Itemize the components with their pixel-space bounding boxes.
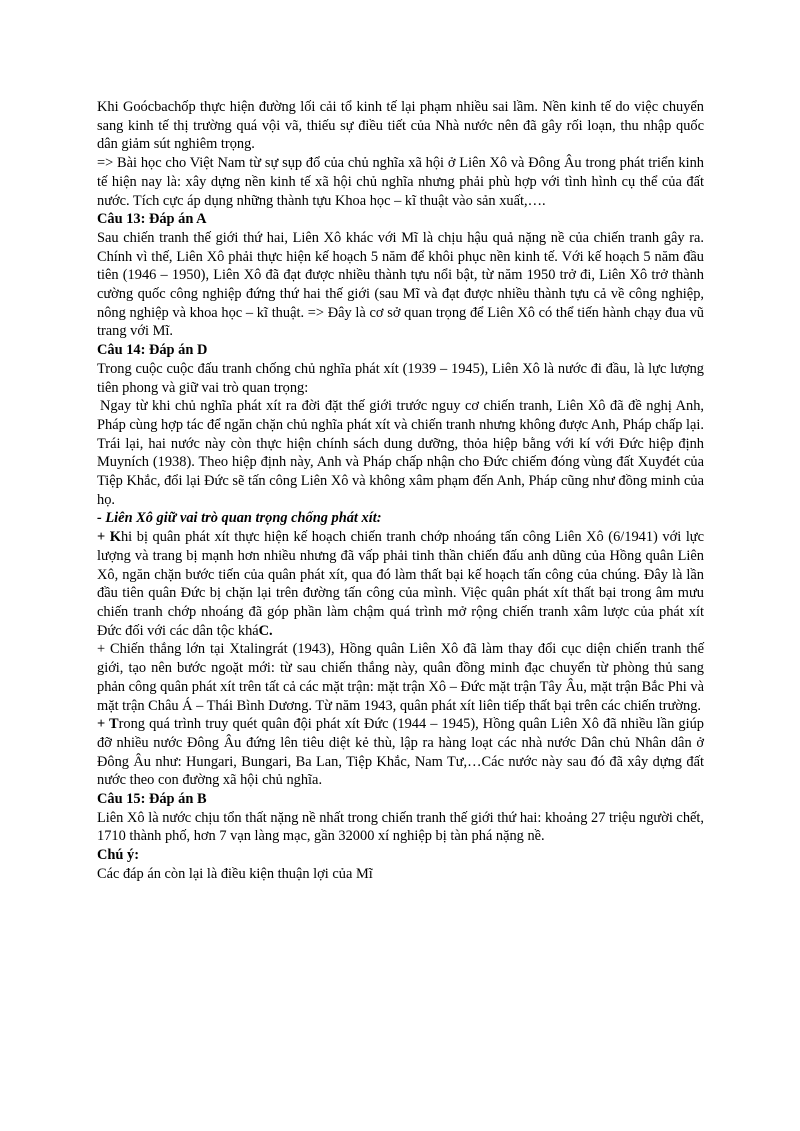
document-page	[97, 98, 704, 884]
bold-suffix: C.	[258, 622, 273, 639]
paragraph-answer-13: Sau chiến tranh thế giới thứ hai, Liên Xô khác với Mĩ là chịu hậu quả nặng nề của chiến tranh gây ra. Chính vì thế, Liên Xô phải thực hiện kế hoạch 5 năm để khôi phục nền kinh tế. Với kế hoạch 5 năm đầu tiên (1946 – 1950), Liên Xô đã đạt được nhiều thành tựu nổi bật, từ năm 1950 trở đi, Liên Xô trở thành cường quốc công nghiệp đứng thứ hai thế giới (sau Mĩ và đạt được nhiều thành tựu cả về công nghiệp, nông nghiệp và khoa học – kĩ thuật. => Đây là cơ sở quan trọng để Liên Xô có thể tiến hành chạy đua vũ trang với Mĩ.	[97, 229, 704, 340]
paragraph-answer-15: Liên Xô là nước chịu tổn thất nặng nề nhất trong chiến tranh thế giới thứ hai: khoảng 27 triệu người chết, 1710 thành phố, hơn 7 vạn làng mạc, gần 32000 xí nghiệp bị tàn phá nặng nề.	[97, 809, 704, 845]
heading-question-15: Câu 15: Đáp án B	[97, 791, 207, 808]
paragraph-eastern-europe	[97, 715, 704, 790]
bold-prefix: + T	[97, 716, 119, 733]
paragraph-answer-14-munich: Ngay từ khi chủ nghĩa phát xít ra đời đặt thế giới trước nguy cơ chiến tranh, Liên Xô đã đề nghị Anh, Pháp cùng hợp tác để ngăn chặn chủ nghĩa phát xít và chiến tranh nhưng không được Anh, Pháp chấp lại. Trái lại, hai nước này còn thực hiện chính sách dung dưỡng, thỏa hiệp bằng với kí với Đức hiệp định Muyních (1938). Theo hiệp định này, Anh và Pháp chấp nhận cho Đức chiếm đóng vùng đất Xuyđét của Tiệp Khắc, đổi lại Đức sẽ tấn công Liên Xô và không xâm phạm đến Anh, Pháp cũng như đồng minh của họ.	[97, 398, 704, 508]
paragraph-stalingrad: + Chiến thắng lớn tại Xtalingrát (1943), Hồng quân Liên Xô đã làm thay đổi cục diện chiến tranh thế giới, tạo nên bước ngoặt mới: từ sau chiến thắng này, quân đồng minh đạc chuyển từ phòng thủ sang phản công quân phát xít trên tất cả các mặt trận: mặt trận Xô – Đức mặt trận Tây Âu, mặt trận Bắc Phi và mặt trận Châu Á – Thái Bình Dương. Từ năm 1943, quân phát xít liên tiếp thất bại trên các chiến trường.	[97, 641, 704, 714]
heading-question-14: Câu 14: Đáp án D	[97, 342, 208, 359]
paragraph-gorbachev: Khi Goócbachốp thực hiện đường lối cải tổ kinh tế lại phạm nhiều sai lầm. Nền kinh tế do việc chuyển sang kinh tế thị trường quá vội vã, thiếu sự điều tiết của Nhà nước nên đã gây rối loạn, thu nhập quốc dân giảm sút nghiêm trọng.	[97, 99, 704, 153]
heading-question-13: Câu 13: Đáp án A	[97, 211, 207, 228]
subheading-soviet-role: - Liên Xô giữ vai trò quan trọng chống phát xít:	[97, 510, 382, 527]
bold-prefix: + K	[97, 529, 121, 546]
note-label: Chú ý:	[97, 847, 139, 864]
paragraph-answer-14-intro: Trong cuộc cuộc đấu tranh chống chủ nghĩa phát xít (1939 – 1945), Liên Xô là nước đi đầu, là lực lượng tiên phong và giữ vai trò quan trọng:	[97, 360, 704, 396]
paragraph-lesson: => Bài học cho Việt Nam từ sự sụp đổ của chủ nghĩa xã hội ở Liên Xô và Đông Âu trong phát triển kinh tế hiện nay là: xây dựng nền kinh tế xã hội chủ nghĩa nhưng phải phù hợp với tình hình cụ thể của đất nước. Tích cực áp dụng những thành tựu Khoa học – kĩ thuật vào sản xuất,….	[97, 155, 704, 209]
paragraph-note: Các đáp án còn lại là điều kiện thuận lợi của Mĩ	[97, 865, 373, 882]
paragraph-eastern-europe-text: rong quá trình truy quét quân đội phát xít Đức (1944 – 1945), Hồng quân Liên Xô đã nhiều lần giúp đỡ nhiều nước Đông Âu đứng lên tiêu diệt kẻ thù, lập ra hàng loạt các nhà nước Dân chủ Nhân dân ở Đông Âu như: Hungari, Bungari, Ba Lan, Tiệp Khắc, Nam Tư,…Các nước này sau đó đã xây dựng đất nước theo con đường xã hội chủ nghĩa.	[97, 716, 704, 789]
paragraph-blitzkrieg	[97, 528, 704, 640]
paragraph-blitzkrieg-text: hi bị quân phát xít thực hiện kế hoạch chiến tranh chớp nhoáng tấn công Liên Xô (6/1941) với lực lượng và trang bị mạnh hơn nhiều nhưng đã vấp phải tinh thần chiến đấu anh dũng của Hồng quân Liên Xô, ngăn chặn bước tiến của quân phát xít, qua đó làm thất bại kế hoạch tấn công của chúng. Đây là lần đầu tiên quân Đức bị chặn lại trên đường tấn công của mình. Việc quân phát xít thất bại trong âm mưu chiến tranh chớp nhoáng đã góp phần làm chậm quá trình mở rộng chiến tranh xâm lược của phát xít Đức đối với các dân tộc khá	[97, 529, 704, 639]
